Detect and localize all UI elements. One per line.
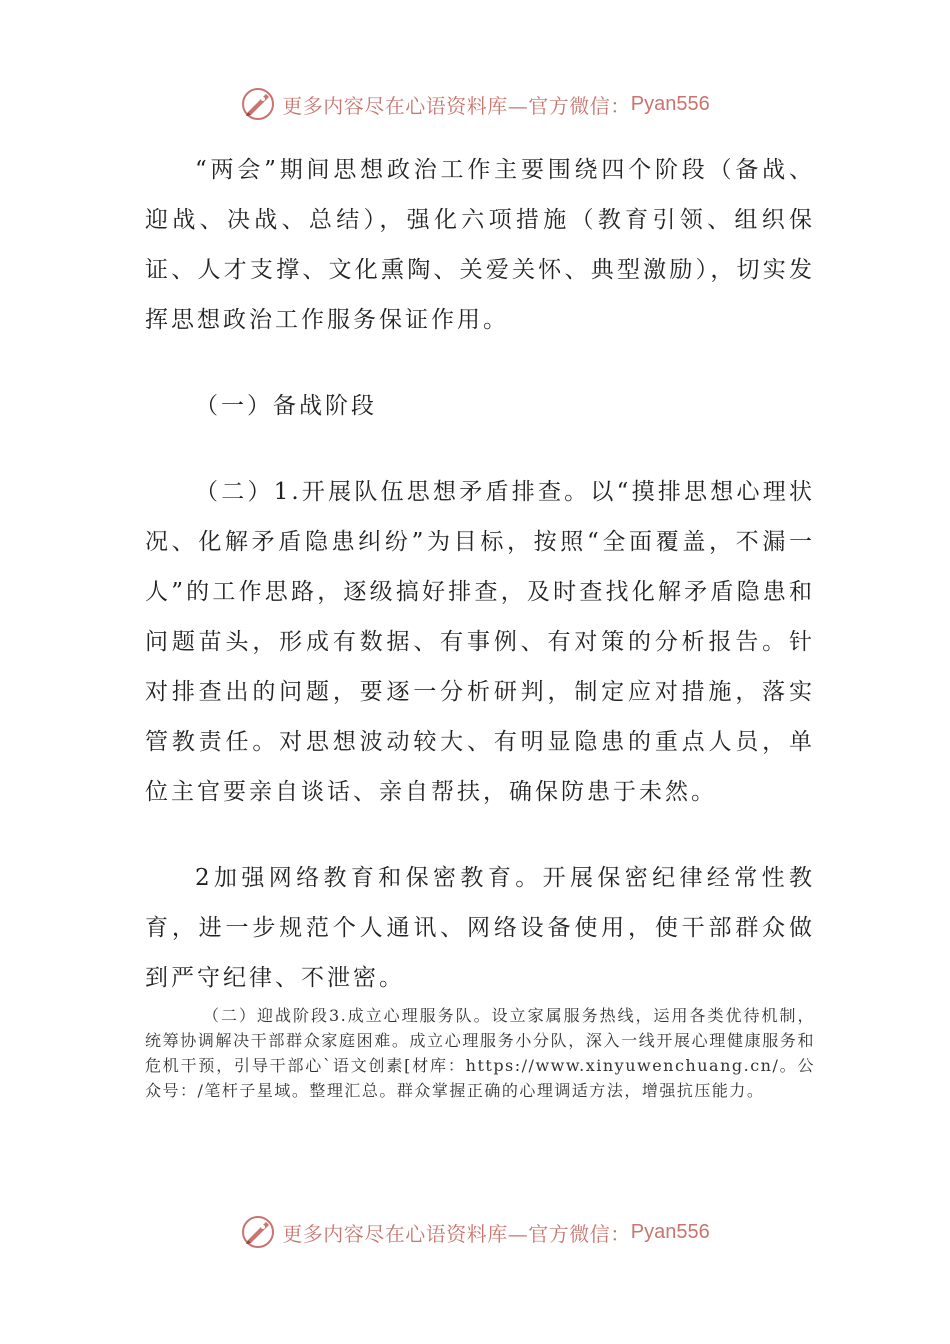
item-2-paragraph: 2加强网络教育和保密教育。开展保密纪律经常性教育，进一步规范个人通讯、网络设备使用，使干部群众做到严守纪律、不泄密。: [145, 865, 815, 991]
pen-logo-icon: [240, 1214, 276, 1250]
document-body: [145, 145, 815, 1103]
banner-text: 更多内容尽在心语资料库—官方微信：: [282, 1221, 631, 1246]
footer-banner: [0, 1210, 950, 1254]
banner-text: 更多内容尽在心语资料库—官方微信：: [282, 93, 631, 118]
header-banner: [0, 82, 950, 126]
item-3-paragraph: （二）迎战阶段3.成立心理服务队。设立家属服务热线，运用各类优待机制，统筹协调解决干部群众家庭困难。成立心理服务小分队，深入一线开展心理健康服务和危机干预，引导干部心`语文创素[材库：https://www.xinyuwenchuang.cn/。公众号：/笔杆子星域。整理汇总。群众掌握正确的心理调适方法，增强抗压能力。: [145, 1006, 815, 1100]
section-heading-preparation: （一）备战阶段: [195, 393, 377, 419]
pen-logo-icon: [240, 86, 276, 122]
banner-wechat-id: Pyan556: [630, 1220, 710, 1243]
banner-wechat-id: Pyan556: [630, 92, 710, 115]
item-1-paragraph: （二）1.开展队伍思想矛盾排查。以“摸排思想心理状况、化解矛盾隐患纠纷”为目标，按照“全面覆盖，不漏一人”的工作思路，逐级搞好排查，及时查找化解矛盾隐患和问题苗头，形成有数据、有事例、有对策的分析报告。针对排查出的问题，要逐一分析研判，制定应对措施，落实管教责任。对思想波动较大、有明显隐患的重点人员，单位主官要亲自谈话、亲自帮扶，确保防患于未然。: [145, 479, 815, 805]
intro-paragraph: “两会”期间思想政治工作主要围绕四个阶段（备战、迎战、决战、总结），强化六项措施（教育引领、组织保证、人才支撑、文化熏陶、关爱关怀、典型激励），切实发挥思想政治工作服务保证作用。: [145, 157, 815, 333]
